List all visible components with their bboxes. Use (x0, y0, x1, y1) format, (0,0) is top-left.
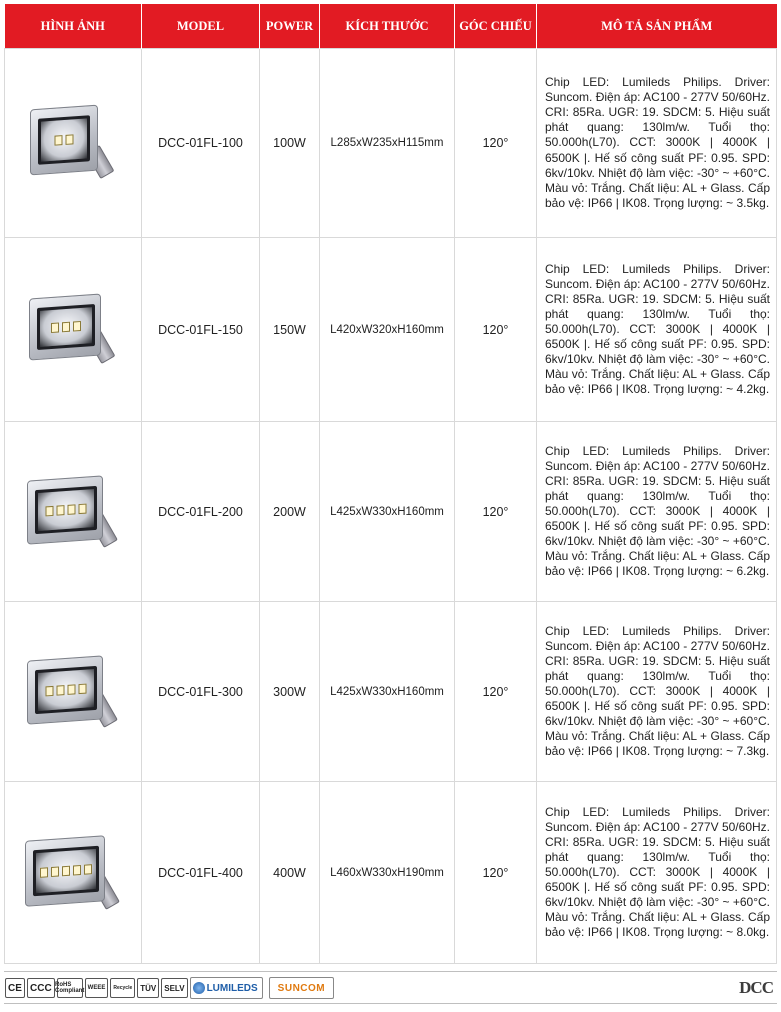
dimensions-cell: L460xW330xH190mm (320, 782, 455, 964)
recycle-label: Recycle (113, 985, 133, 991)
angle-cell: 120° (455, 602, 537, 782)
model-cell: DCC-01FL-100 (142, 49, 260, 238)
angle-cell: 120° (455, 238, 537, 422)
model-cell: DCC-01FL-400 (142, 782, 260, 964)
header-angle: GÓC CHIẾU (455, 4, 537, 49)
power-cell: 300W (260, 602, 320, 782)
ccc-mark-icon: CCC (27, 978, 55, 998)
dimensions-cell: L425xW330xH160mm (320, 602, 455, 782)
description-cell: Chip LED: Lumileds Philips. Driver: Suncom. Điện áp: AC100 - 277V 50/60Hz. CRI: 85Ra. UGR: 19. SDCM: 5. Hiệu suất phát quang: 130lm/w. Tuổi thọ: 50.000h(L70). CCT: 3000K | 4000K | 6500K |. Hế số công suất PF: 0.95. SPD: 6kv/10kv. Nhiệt độ làm việc: -30° ~ +60°C. Màu vỏ: Trắng. Chất liệu: AL + Glass. Cấp bảo vệ: IP66 | IK08. Trọng lượng: ~ 4.2kg. (537, 238, 777, 422)
header-model: MODEL (142, 4, 260, 49)
product-image-cell (5, 602, 142, 782)
footer-bottom-divider (4, 1003, 777, 1004)
description-cell: Chip LED: Lumileds Philips. Driver: Suncom. Điện áp: AC100 - 277V 50/60Hz. CRI: 85Ra. UGR: 19. SDCM: 5. Hiệu suất phát quang: 130lm/w. Tuổi thọ: 50.000h(L70). CCT: 3000K | 4000K | 6500K |. Hế số công suất PF: 0.95. SPD: 6kv/10kv. Nhiệt độ làm việc: -30° ~ +60°C. Màu vỏ: Trắng. Chất liệu: AL + Glass. Cấp bảo vệ: IP66 | IK08. Trọng lượng: ~ 6.2kg. (537, 422, 777, 602)
description-cell: Chip LED: Lumileds Philips. Driver: Suncom. Điện áp: AC100 - 277V 50/60Hz. CRI: 85Ra. UGR: 19. SDCM: 5. Hiệu suất phát quang: 130lm/w. Tuổi thọ: 50.000h(L70). CCT: 3000K | 4000K | 6500K |. Hế số công suất PF: 0.95. SPD: 6kv/10kv. Nhiệt độ làm việc: -30° ~ +60°C. Màu vỏ: Trắng. Chất liệu: AL + Glass. Cấp bảo vệ: IP66 | IK08. Trọng lượng: ~ 7.3kg. (537, 602, 777, 782)
power-cell: 150W (260, 238, 320, 422)
header-image: HÌNH ẢNH (5, 4, 142, 49)
led-floodlight-image (25, 472, 121, 552)
weee-label: WEEE (87, 985, 106, 991)
ce-mark-icon: CE (5, 978, 25, 998)
table-row (5, 422, 777, 602)
table-row (5, 49, 777, 238)
model-cell: DCC-01FL-300 (142, 602, 260, 782)
product-image-cell (5, 238, 142, 422)
lumileds-dot-icon (193, 982, 205, 994)
footer-top-divider (4, 971, 777, 972)
rohs-icon: RoHS Compliant (57, 978, 83, 998)
table-row (5, 782, 777, 964)
table-header-row (5, 4, 777, 49)
dcc-logo: DCC (739, 978, 773, 997)
angle-cell: 120° (455, 49, 537, 238)
power-cell: 200W (260, 422, 320, 602)
product-image-cell (5, 422, 142, 602)
description-cell: Chip LED: Lumileds Philips. Driver: Suncom. Điện áp: AC100 - 277V 50/60Hz. CRI: 85Ra. UGR: 19. SDCM: 5. Hiệu suất phát quang: 130lm/w. Tuổi thọ: 50.000h(L70). CCT: 3000K | 4000K | 6500K |. Hế số công suất PF: 0.95. SPD: 6kv/10kv. Nhiệt độ làm việc: -30° ~ +60°C. Màu vỏ: Trắng. Chất liệu: AL + Glass. Cấp bảo vệ: IP66 | IK08. Trọng lượng: ~ 3.5kg. (537, 49, 777, 238)
model-cell: DCC-01FL-200 (142, 422, 260, 602)
led-floodlight-image (28, 103, 118, 183)
model-cell: DCC-01FL-150 (142, 238, 260, 422)
power-cell: 400W (260, 782, 320, 964)
power-cell: 100W (260, 49, 320, 238)
product-spec-table (4, 4, 777, 964)
description-cell: Chip LED: Lumileds Philips. Driver: Suncom. Điện áp: AC100 - 277V 50/60Hz. CRI: 85Ra. UGR: 19. SDCM: 5. Hiệu suất phát quang: 130lm/w. Tuổi thọ: 50.000h(L70). CCT: 3000K | 4000K | 6500K |. Hế số công suất PF: 0.95. SPD: 6kv/10kv. Nhiệt độ làm việc: -30° ~ +60°C. Màu vỏ: Trắng. Chất liệu: AL + Glass. Cấp bảo vệ: IP66 | IK08. Trọng lượng: ~ 8.0kg. (537, 782, 777, 964)
header-power: POWER (260, 4, 320, 49)
table-row (5, 238, 777, 422)
led-floodlight-image (25, 652, 121, 732)
header-dimensions: KÍCH THƯỚC (320, 4, 455, 49)
product-image-cell (5, 782, 142, 964)
weee-bin-icon (85, 978, 109, 998)
lumileds-logo (190, 977, 263, 999)
angle-cell: 120° (455, 422, 537, 602)
dimensions-cell: L425xW330xH160mm (320, 422, 455, 602)
table-row (5, 602, 777, 782)
selv-mark-icon: SELV (161, 978, 187, 998)
dimensions-cell: L285xW235xH115mm (320, 49, 455, 238)
lumileds-label: LUMILEDS (206, 982, 258, 994)
angle-cell: 120° (455, 782, 537, 964)
dimensions-cell: L420xW320xH160mm (320, 238, 455, 422)
tuv-mark-icon: TÜV (137, 978, 159, 998)
product-image-cell (5, 49, 142, 238)
suncom-logo: SUNCOM (269, 977, 334, 999)
led-floodlight-image (23, 832, 123, 914)
led-floodlight-image (27, 290, 119, 370)
header-description: MÔ TẢ SẢN PHẨM (537, 4, 777, 49)
recycle-icon (110, 978, 135, 998)
certification-bar (5, 977, 334, 999)
